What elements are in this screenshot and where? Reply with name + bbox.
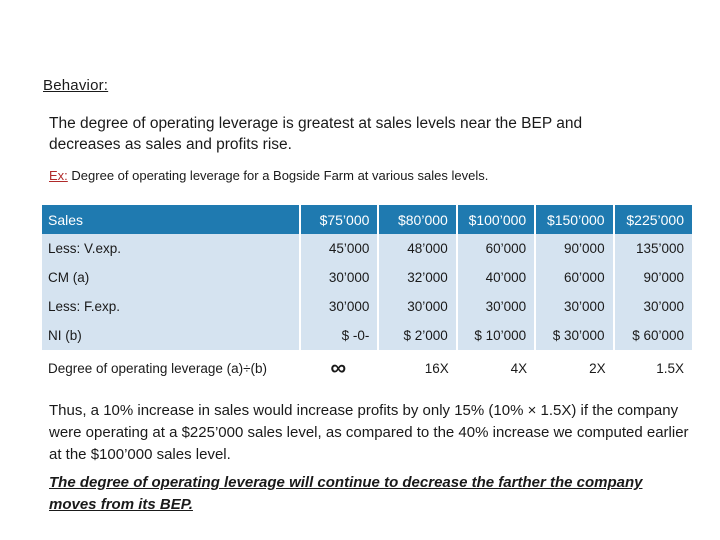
table-cell: $ 60’000 — [614, 321, 692, 350]
table-row-variable-expenses — [42, 234, 692, 263]
row-label: Less: V.exp. — [42, 234, 300, 263]
row-label: CM (a) — [42, 263, 300, 292]
row-label: Degree of operating leverage (a)÷(b) — [42, 350, 300, 386]
table-cell: 90’000 — [614, 263, 692, 292]
table-cell: 16X — [378, 350, 456, 386]
table-cell: $75’000 — [300, 205, 378, 234]
table-row-degree-of-leverage — [42, 350, 692, 386]
table-cell: 32’000 — [378, 263, 456, 292]
example-label: Ex: — [49, 168, 68, 183]
table-cell: $100’000 — [457, 205, 535, 234]
table-row-net-income — [42, 321, 692, 350]
table-cell: 60’000 — [457, 234, 535, 263]
table-row-sales — [42, 205, 692, 234]
table-cell: 2X — [535, 350, 613, 386]
table-cell: 45’000 — [300, 234, 378, 263]
table-cell: 60’000 — [535, 263, 613, 292]
section-heading: Behavior: — [43, 77, 109, 94]
example-text: Degree of operating leverage for a Bogside Farm at various sales levels. — [67, 168, 489, 183]
table-row-fixed-expenses — [42, 292, 692, 321]
table-cell: 30’000 — [614, 292, 692, 321]
table-cell: $150’000 — [535, 205, 613, 234]
operating-leverage-table — [42, 205, 692, 386]
table-cell: $ 10’000 — [457, 321, 535, 350]
table-cell: 48’000 — [378, 234, 456, 263]
infinity-symbol: ∞ — [300, 350, 378, 386]
intro-paragraph: The degree of operating leverage is greatest at sales levels near the BEP and decreases as sales and profits rise. — [49, 115, 583, 153]
table-cell: 30’000 — [300, 263, 378, 292]
key-takeaway: The degree of operating leverage will continue to decrease the farther the company moves from its BEP. — [49, 474, 643, 513]
row-label: NI (b) — [42, 321, 300, 350]
table-row-contribution-margin — [42, 263, 692, 292]
table-cell: $80’000 — [378, 205, 456, 234]
table-cell: 135’000 — [614, 234, 692, 263]
table-cell: 90’000 — [535, 234, 613, 263]
table-cell: 30’000 — [300, 292, 378, 321]
example-caption — [49, 168, 488, 183]
table-cell: 4X — [457, 350, 535, 386]
table-cell: 40’000 — [457, 263, 535, 292]
table-cell: 30’000 — [378, 292, 456, 321]
table-cell: $225’000 — [614, 205, 692, 234]
table-cell: $ 30’000 — [535, 321, 613, 350]
table-cell: 30’000 — [535, 292, 613, 321]
table-cell: 1.5X — [614, 350, 692, 386]
table-cell: 30’000 — [457, 292, 535, 321]
table-cell: $ 2’000 — [378, 321, 456, 350]
conclusion-paragraph: Thus, a 10% increase in sales would increase profits by only 15% (10% × 1.5X) if the company were operating at a $225’000 sales level, as compared to the 40% increase we computed earlier at the $100’000 sales level. — [49, 402, 689, 463]
row-label: Less: F.exp. — [42, 292, 300, 321]
table-cell: $ -0- — [300, 321, 378, 350]
row-label: Sales — [42, 205, 300, 234]
